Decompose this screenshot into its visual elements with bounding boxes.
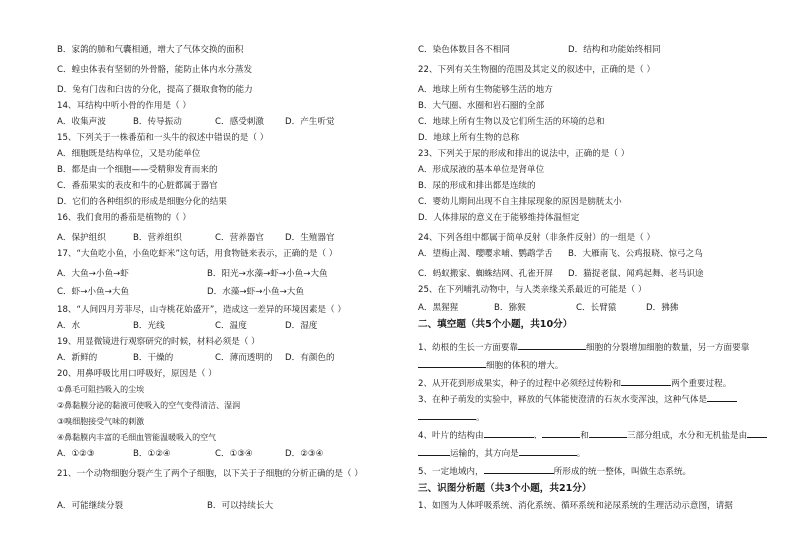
answer-option: D．有颜色的 — [285, 353, 335, 363]
answer-option: B．猕猴 — [494, 303, 526, 313]
fill-in-line — [418, 464, 691, 476]
question-line: 24、下列各组中都属于简单反射（非条件反射）的一组是（ ） — [418, 233, 656, 243]
answer-blank[interactable] — [519, 446, 577, 456]
fill-in-text: 三部分组成，水分和无机盐是由 — [626, 431, 748, 441]
answer-option: B．①②④ — [133, 449, 171, 459]
fill-in-line — [418, 392, 737, 404]
question-line: 19、用显微镜进行观察研究的时候，材料必须是（ ） — [57, 337, 260, 347]
question-line: 1、如图为人体呼吸系统、消化系统、循环系统和泌尿系统的生理活动示意图，请据 — [418, 501, 733, 511]
answer-blank[interactable] — [542, 428, 580, 438]
fill-in-line — [418, 358, 563, 370]
question-line: 18、“人间四月芳菲尽，山寺桃花始盛开”，造成这一差异的环境因素是（ ） — [57, 305, 346, 315]
question-line: 14、耳结构中听小骨的作用是（ ） — [57, 101, 191, 111]
fill-in-text: 3、在种子萌发的实验中，释放的气体能使澄清的石灰水变浑浊，这种气体是 — [418, 395, 708, 405]
question-line: C．番茄果实的表皮和牛的心脏都属于器官 — [57, 181, 218, 191]
answer-option: C．薄而透明的 — [215, 353, 273, 363]
question-line: A．地球上所有生物能够生活的地方 — [418, 85, 553, 95]
question-line: B．家鸽的肺和气囊相通，增大了气体交换的面积 — [57, 45, 244, 55]
question-line: 21、一个动物细胞分裂产生了两个子细胞，以下关于子细胞的分析正确的是（ ） — [57, 469, 363, 479]
question-line: ④鼻黏膜内丰富的毛细血管能温暖吸入的空气 — [57, 433, 217, 442]
fill-in-line — [418, 376, 731, 388]
answer-option: D．结构和功能始终相同 — [568, 45, 661, 55]
fill-in-line — [418, 340, 749, 352]
answer-option: C．感受刺激 — [215, 117, 264, 127]
question-line: D．地球上所有生物的总称 — [418, 133, 520, 143]
answer-option: B．营养组织 — [133, 233, 182, 243]
question-line: D．它们的各种组织的形成是细胞分化的结果 — [57, 197, 227, 207]
fill-in-text: 两个重要过程。 — [671, 379, 732, 389]
question-line: D．人体排尿的意义在于能够维持体温恒定 — [418, 213, 580, 223]
answer-option: C．蚂蚁搬家、蜘蛛结网、孔雀开屏 — [418, 269, 553, 279]
fill-in-text: 5、一定地域内， — [418, 467, 484, 477]
answer-blank[interactable] — [484, 428, 534, 438]
fill-in-text: 所形成的统一整体，叫做生态系统。 — [553, 467, 692, 477]
fill-in-text: 运输的，其方向是 — [450, 449, 519, 459]
question-line: 20、用鼻呼吸比用口呼吸好，原因是（ ） — [57, 369, 217, 379]
answer-option: A．大鱼→小鱼→虾 — [57, 269, 129, 279]
question-line: C．蝗虫体表有坚韧的外骨骼，能防止体内水分蒸发 — [57, 65, 253, 75]
question-line: A．形成尿液的基本单位是肾单位 — [418, 165, 545, 175]
question-line: B．尿的形成和排出都是连续的 — [418, 181, 536, 191]
section-heading: 二、填空题（共5个小题，共10分） — [418, 319, 573, 330]
question-line: B．大气圈、水圈和岩石圈的全部 — [418, 101, 545, 111]
answer-option: B．可以持续长大 — [207, 501, 274, 511]
question-line: ①鼻毛可阻挡吸入的尘埃 — [57, 385, 145, 394]
answer-option: D．生殖器官 — [285, 233, 335, 243]
question-line: ②鼻黏膜分泌的黏液可使吸入的空气变得清洁、湿润 — [57, 401, 241, 410]
answer-blank[interactable] — [707, 392, 737, 402]
answer-blank[interactable] — [418, 410, 476, 420]
fill-in-text: 。 — [476, 413, 485, 423]
answer-blank[interactable] — [589, 428, 627, 438]
question-line: 15、下列关于一株番茄和一头牛的叙述中错误的是（ ） — [57, 133, 269, 143]
fill-in-text: 细胞的分裂增加细胞的数量，另一方面要靠 — [586, 343, 750, 353]
question-line: 22、下列有关生物圈的范围及其定义的叙述中，正确的是（ ） — [418, 65, 656, 75]
question-line: 25、在下列哺乳动物中，与人类亲缘关系最近的可能是（ ） — [418, 285, 647, 295]
section-heading: 三、识图分析题（共3个小题，共21分） — [418, 483, 592, 494]
fill-in-line — [418, 428, 767, 440]
answer-option: A．水 — [57, 321, 81, 331]
question-line: 23、下列关于尿的形成和排出的说法中，正确的是（ ） — [418, 149, 630, 159]
answer-blank[interactable] — [621, 376, 671, 386]
answer-option: D．②③④ — [285, 449, 324, 459]
answer-blank[interactable] — [484, 464, 554, 474]
answer-option: A．黑猩猩 — [418, 303, 459, 313]
fill-in-line — [418, 446, 585, 458]
fill-in-text: 。 — [576, 449, 586, 459]
answer-option: D．猫捉老鼠、闻鸡起舞、老马识途 — [568, 269, 704, 279]
answer-option: A．收集声波 — [57, 117, 106, 127]
answer-blank[interactable] — [518, 340, 586, 350]
answer-option: A．①②③ — [57, 449, 95, 459]
answer-option: B．大雁南飞、公鸡报晓、惊弓之鸟 — [568, 249, 703, 259]
answer-option: C．营养器官 — [215, 233, 264, 243]
answer-option: A．望梅止渴、嘤嘤求哺、鹦鹉学舌 — [418, 249, 553, 259]
answer-option: C．温度 — [215, 321, 247, 331]
answer-blank[interactable] — [418, 358, 486, 368]
answer-option: B．干燥的 — [133, 353, 174, 363]
fill-in-line — [418, 410, 485, 422]
fill-in-text: 细胞的体积的增大。 — [486, 361, 564, 371]
question-line: D．兔有门齿和臼齿的分化，提高了摄取食物的能力 — [57, 85, 253, 95]
answer-option: A．新鲜的 — [57, 353, 98, 363]
answer-blank[interactable] — [747, 428, 767, 438]
question-line: 16、我们食用的番茄是植物的（ ） — [57, 213, 191, 223]
question-line: 17、“大鱼吃小鱼，小鱼吃虾米”这句话，用食物链来表示，正确的是（ ） — [57, 249, 338, 259]
answer-option: C．①③④ — [215, 449, 253, 459]
answer-option: D．湿度 — [285, 321, 318, 331]
answer-option: B．传导振动 — [133, 117, 182, 127]
fill-in-text: 2、从开花到形成果实，种子的过程中必须经过传粉和 — [418, 379, 622, 389]
answer-option: D．水藻→虾→小鱼→大鱼 — [207, 287, 304, 297]
question-line: B．都是由一个细胞——受精卵发育而来的 — [57, 165, 218, 175]
question-line: C．婴幼儿期间出现不自主排尿现象的原因是膀胱太小 — [418, 197, 622, 207]
answer-option: A．可能继续分裂 — [57, 501, 124, 511]
answer-blank[interactable] — [418, 446, 450, 456]
answer-option: B．阳光→水藻→虾→小鱼→大鱼 — [207, 269, 328, 279]
answer-option: D．狒狒 — [646, 303, 679, 313]
answer-option: C．染色体数目各不相同 — [418, 45, 510, 55]
answer-option: A．保护组织 — [57, 233, 106, 243]
answer-option: C．长臂猿 — [576, 303, 617, 313]
question-line: C．地球上所有生物以及它们所生活的环境的总和 — [418, 117, 605, 127]
answer-option: D．产生听觉 — [285, 117, 335, 127]
answer-option: C．虾→小鱼→大鱼 — [57, 287, 129, 297]
fill-in-text: 、 — [533, 431, 543, 441]
question-line: ③嗅细胞接受气味的刺激 — [57, 417, 145, 426]
question-line: A．细胞既是结构单位，又是功能单位 — [57, 149, 201, 159]
fill-in-text: 和 — [580, 431, 589, 441]
fill-in-text: 1、幼根的生长一方面要靠 — [418, 343, 518, 353]
answer-option: B．光线 — [133, 321, 165, 331]
fill-in-text: 4、叶片的结构由 — [418, 431, 484, 441]
